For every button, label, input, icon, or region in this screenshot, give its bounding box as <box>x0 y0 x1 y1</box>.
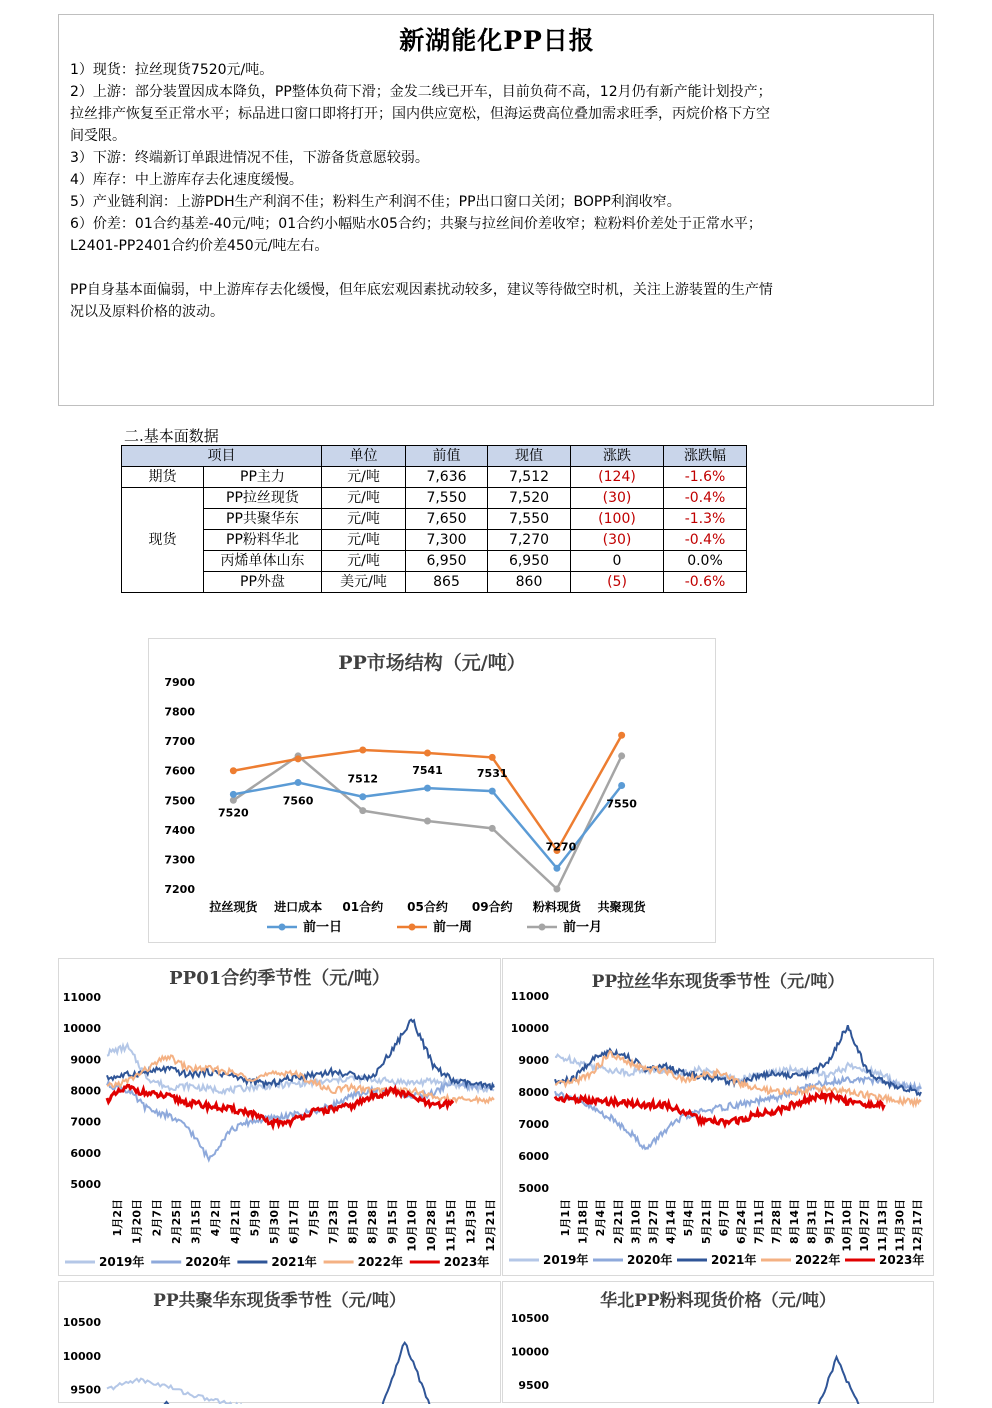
series-line <box>107 1080 494 1160</box>
y-tick-label: 11000 <box>62 991 101 1004</box>
y-tick-label: 7300 <box>164 853 195 867</box>
x-tick-label: 2月4日 <box>594 1199 608 1237</box>
y-tick-label: 7900 <box>164 676 195 689</box>
cell-unit: 元/吨 <box>322 509 406 530</box>
table-row <box>122 509 747 530</box>
report-line: 2）上游：部分装置因成本降负，PP整体负荷下滑；金发二线已开车，目前负荷不高，12月仍有新产能计划投产； <box>70 84 772 100</box>
x-tick-label: 1月2日 <box>111 1199 124 1237</box>
y-tick-label: 8000 <box>70 1084 101 1098</box>
cell-prev: 6,950 <box>406 551 488 572</box>
x-category-label: 拉丝现货 <box>209 900 258 914</box>
cell-pct: -1.3% <box>664 509 747 530</box>
series-line <box>555 1077 921 1149</box>
pp-drawing-seasonal-svg <box>503 959 933 1275</box>
series-point <box>424 817 431 824</box>
cell-item: PP拉丝现货 <box>204 488 322 509</box>
cell-cur: 7,270 <box>488 530 571 551</box>
y-tick-label: 6000 <box>70 1146 101 1160</box>
chart-title: PP共聚华东现货季节性（元/吨） <box>153 1291 406 1311</box>
legend-label: 2020年 <box>185 1255 231 1269</box>
x-tick-label: 2月21日 <box>611 1199 625 1244</box>
table-row <box>122 467 747 488</box>
series-point <box>295 779 302 786</box>
data-label: 7270 <box>545 840 577 854</box>
legend-label: 2021年 <box>711 1253 757 1267</box>
y-tick-label: 8000 <box>518 1086 549 1099</box>
cell-unit: 美元/吨 <box>322 572 406 593</box>
x-tick-label: 5月30日 <box>268 1199 282 1244</box>
table-header-row <box>122 446 747 467</box>
fundamentals-table <box>121 445 747 593</box>
report-title: 新湖能化PP日报 <box>399 26 595 55</box>
x-tick-label: 8月28日 <box>366 1199 380 1244</box>
x-tick-label: 8月10日 <box>346 1199 360 1244</box>
x-tick-label: 6月24日 <box>735 1199 748 1244</box>
legend-label: 前一月 <box>563 920 603 935</box>
report-line: 3）下游：终端新订单跟进情况不佳，下游备货意愿较弱。 <box>70 150 429 166</box>
legend-marker <box>539 924 546 931</box>
x-tick-label: 10月27日 <box>858 1199 872 1252</box>
x-category-label: 09合约 <box>471 900 513 914</box>
cell-pct: -0.4% <box>664 488 747 509</box>
x-tick-label: 3月27日 <box>647 1199 660 1244</box>
cell-prev: 7,300 <box>406 530 488 551</box>
y-tick-label: 7400 <box>164 823 195 837</box>
pp-copolymer-seasonal-chart <box>58 1281 501 1403</box>
y-tick-label: 10500 <box>62 1316 101 1329</box>
y-tick-label: 10000 <box>62 1349 101 1363</box>
data-label: 7531 <box>476 767 508 781</box>
y-tick-label: 10000 <box>510 1022 549 1035</box>
report-line: PP自身基本面偏弱，中上游库存去化缓慢，但年底宏观因素扰动较多，建议等待做空时机，关注上游装置的生产情 <box>70 282 773 298</box>
cell-prev: 7,636 <box>406 467 488 488</box>
pp-powder-price-svg <box>503 1282 933 1404</box>
cell-chg: (124) <box>571 467 664 488</box>
x-category-label: 01合约 <box>342 900 384 914</box>
header-cur: 现值 <box>488 446 571 467</box>
cell-cur: 860 <box>488 572 571 593</box>
series-point <box>489 754 496 761</box>
cell-prev: 7,650 <box>406 509 488 530</box>
y-tick-label: 7800 <box>164 705 195 719</box>
cell-cur: 6,950 <box>488 551 571 572</box>
cell-chg: (5) <box>571 572 664 593</box>
x-tick-label: 2月7日 <box>150 1199 164 1237</box>
section-heading: 二.基本面数据 <box>124 427 219 445</box>
cell-chg: 0 <box>571 551 664 572</box>
y-tick-label: 10500 <box>510 1312 549 1325</box>
report-line: 拉丝排产恢复至正常水平；标品进口窗口即将打开；国内供应宽松，但海运费高位叠加需求旺季，丙烷价格下方空 <box>70 106 770 122</box>
y-tick-label: 7000 <box>70 1115 101 1129</box>
legend-marker <box>409 924 416 931</box>
x-tick-label: 10月10日 <box>840 1199 854 1252</box>
series-point <box>424 749 431 756</box>
x-tick-label: 2月25日 <box>169 1199 183 1244</box>
x-tick-label: 7月23日 <box>326 1199 340 1244</box>
cell-pct: -1.6% <box>664 467 747 488</box>
series-point <box>618 782 625 789</box>
series-line <box>555 1025 921 1095</box>
cell-unit: 元/吨 <box>322 530 406 551</box>
data-label: 7550 <box>606 797 637 811</box>
legend-label: 前一日 <box>303 920 343 935</box>
report-line: L2401-PP2401合约价差450元/吨左右。 <box>70 238 329 254</box>
x-tick-label: 5月4日 <box>682 1199 696 1237</box>
x-tick-label: 6月7日 <box>717 1199 731 1237</box>
x-tick-label: 1月1日 <box>559 1199 572 1237</box>
cell-unit: 元/吨 <box>322 488 406 509</box>
series-point <box>359 807 366 814</box>
header-prev: 前值 <box>406 446 488 467</box>
legend-label: 2022年 <box>795 1253 841 1267</box>
series-point <box>424 785 431 792</box>
market-structure-svg <box>149 639 715 942</box>
y-tick-label: 7600 <box>164 764 195 778</box>
data-label: 7520 <box>218 806 249 820</box>
cell-cur: 7,512 <box>488 467 571 488</box>
x-tick-label: 3月15日 <box>189 1199 203 1244</box>
x-tick-label: 12月17日 <box>911 1199 924 1252</box>
y-tick-label: 9000 <box>70 1053 101 1067</box>
x-category-label: 05合约 <box>407 900 448 914</box>
x-tick-label: 8月31日 <box>805 1199 819 1244</box>
series-point <box>553 886 560 893</box>
y-tick-label: 7500 <box>164 794 195 808</box>
series-point <box>553 865 560 872</box>
series-point <box>618 732 625 739</box>
x-tick-label: 10月28日 <box>425 1199 439 1252</box>
x-tick-label: 11月30日 <box>893 1199 907 1252</box>
y-tick-label: 5000 <box>70 1178 101 1191</box>
cell-prev: 865 <box>406 572 488 593</box>
chart-title: PP01合约季节性（元/吨） <box>169 968 390 989</box>
y-tick-label: 9500 <box>518 1379 549 1392</box>
y-tick-label: 7700 <box>164 735 195 749</box>
x-tick-label: 8月14日 <box>787 1199 801 1244</box>
legend-marker <box>279 924 286 931</box>
cell-cur: 7,550 <box>488 509 571 530</box>
legend-label: 2022年 <box>357 1255 404 1269</box>
pp01-seasonal-svg <box>59 959 500 1275</box>
legend-label: 前一周 <box>433 920 473 935</box>
y-tick-label: 6000 <box>518 1150 549 1163</box>
cell-item: PP粉料华北 <box>204 530 322 551</box>
market-structure-chart <box>148 638 716 943</box>
x-tick-label: 4月2日 <box>209 1199 223 1237</box>
chart-title: PP拉丝华东现货季节性（元/吨） <box>591 972 845 992</box>
x-tick-label: 5月9日 <box>248 1199 262 1237</box>
group-label: 现货 <box>122 488 204 593</box>
x-tick-label: 7月11日 <box>752 1199 766 1244</box>
pp-powder-price-chart <box>502 1281 934 1403</box>
series-point <box>295 755 302 762</box>
header-chg: 涨跌 <box>571 446 664 467</box>
x-tick-label: 10月10日 <box>405 1199 419 1252</box>
x-tick-label: 3月10日 <box>629 1199 643 1244</box>
y-tick-label: 11000 <box>510 990 549 1003</box>
legend-label: 2023年 <box>443 1255 490 1269</box>
header-item: 项目 <box>122 446 322 467</box>
series-line <box>555 1357 921 1404</box>
x-tick-label: 12月3日 <box>464 1199 478 1244</box>
cell-chg: (100) <box>571 509 664 530</box>
series-point <box>489 825 496 832</box>
table-row <box>122 488 747 509</box>
report-line: 间受限。 <box>70 128 126 144</box>
report-line: 6）价差：01合约基差-40元/吨；01合约小幅贴水05合约；共聚与拉丝间价差收窄；粒粉料价差处于正常水平； <box>70 216 762 232</box>
report-box <box>58 14 934 406</box>
x-tick-label: 4月14日 <box>664 1199 678 1244</box>
table-row <box>122 572 747 593</box>
cell-item: 丙烯单体山东 <box>204 551 322 572</box>
x-category-label: 进口成本 <box>274 900 323 914</box>
chart-title: 华北PP粉料现货价格（元/吨） <box>600 1291 836 1311</box>
series-line <box>555 1055 921 1091</box>
cell-chg: (30) <box>571 530 664 551</box>
legend-label: 2021年 <box>271 1255 317 1269</box>
cell-item: PP共聚华东 <box>204 509 322 530</box>
report-line: 4）库存：中上游库存去化速度缓慢。 <box>70 172 303 188</box>
x-tick-label: 7月5日 <box>307 1199 321 1237</box>
cell-pct: 0.0% <box>664 551 747 572</box>
series-point <box>359 793 366 800</box>
legend-label: 2020年 <box>627 1253 673 1267</box>
pp-drawing-seasonal-chart <box>502 958 934 1276</box>
data-label: 7560 <box>282 794 314 808</box>
x-tick-label: 1月18日 <box>576 1199 590 1244</box>
cell-pct: -0.4% <box>664 530 747 551</box>
x-tick-label: 11月15日 <box>444 1199 458 1252</box>
chart-title: PP市场结构（元/吨） <box>338 652 526 674</box>
data-label: 7512 <box>347 772 379 786</box>
cell-pct: -0.6% <box>664 572 747 593</box>
table-row <box>122 551 747 572</box>
x-tick-label: 6月17日 <box>287 1199 301 1244</box>
series-point <box>489 788 496 795</box>
x-tick-label: 9月15日 <box>385 1199 399 1244</box>
group-label: 期货 <box>122 467 204 488</box>
x-tick-label: 7月28日 <box>770 1199 784 1244</box>
y-tick-label: 7200 <box>164 883 195 896</box>
y-tick-label: 9500 <box>70 1383 101 1397</box>
cell-item: PP外盘 <box>204 572 322 593</box>
y-tick-label: 10000 <box>510 1345 549 1359</box>
header-unit: 单位 <box>322 446 406 467</box>
series-line <box>107 1020 494 1090</box>
table-row <box>122 530 747 551</box>
data-label: 7541 <box>412 764 443 778</box>
x-tick-label: 11月13日 <box>875 1199 889 1252</box>
y-tick-label: 10000 <box>62 1022 101 1036</box>
cell-item: PP主力 <box>204 467 322 488</box>
series-line <box>107 1343 494 1404</box>
series-point <box>359 747 366 754</box>
series-line <box>107 1379 494 1404</box>
pp01-seasonal-chart <box>58 958 501 1276</box>
y-tick-label: 7000 <box>518 1118 549 1131</box>
cell-unit: 元/吨 <box>322 467 406 488</box>
cell-prev: 7,550 <box>406 488 488 509</box>
report-line: 5）产业链利润：上游PDH生产利润不佳；粉料生产利润不佳；PP出口窗口关闭；BOPP利润收窄。 <box>70 194 681 210</box>
cell-chg: (30) <box>571 488 664 509</box>
x-tick-label: 4月21日 <box>228 1199 242 1244</box>
series-line <box>555 1093 884 1125</box>
legend-label: 2019年 <box>543 1253 589 1267</box>
series-point <box>230 767 237 774</box>
x-category-label: 粉料现货 <box>532 900 581 914</box>
report-line: 况以及原料价格的波动。 <box>70 304 224 320</box>
report-line: 1）现货：拉丝现货7520元/吨。 <box>70 62 274 78</box>
legend-label: 2023年 <box>879 1253 925 1267</box>
x-category-label: 共聚现货 <box>597 900 646 914</box>
header-pct: 涨跌幅 <box>664 446 747 467</box>
series-point <box>618 752 625 759</box>
x-tick-label: 9月17日 <box>823 1199 836 1244</box>
cell-cur: 7,520 <box>488 488 571 509</box>
x-tick-label: 5月21日 <box>699 1199 713 1244</box>
pp-copolymer-seasonal-svg <box>59 1282 500 1404</box>
cell-unit: 元/吨 <box>322 551 406 572</box>
legend-label: 2019年 <box>99 1255 145 1269</box>
y-tick-label: 9000 <box>518 1054 549 1067</box>
x-tick-label: 12月21日 <box>484 1199 497 1252</box>
series-point <box>230 791 237 798</box>
x-tick-label: 1月20日 <box>130 1199 144 1244</box>
y-tick-label: 5000 <box>518 1182 549 1195</box>
